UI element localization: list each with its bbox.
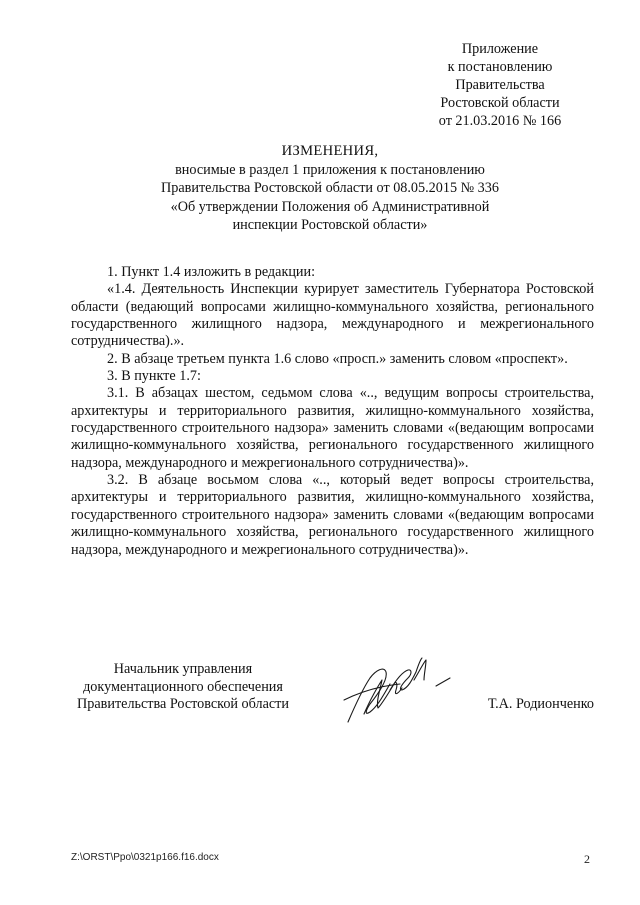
handwritten-signature xyxy=(340,650,460,730)
file-path: Z:\ORST\Ppo\0321p166.f16.docx xyxy=(71,852,219,863)
body-paragraph: 2. В абзаце третьем пункта 1.6 слово «просп.» заменить словом «проспект». xyxy=(107,350,568,367)
signatory-position xyxy=(71,661,295,714)
appendix-line: Приложение xyxy=(461,41,539,57)
document-body xyxy=(71,264,594,559)
signatory-name: Т.А. Родионченко xyxy=(487,696,594,712)
body-paragraph: «1.4. Деятельность Инспекции курирует заместитель Губернатора Ростовской области (ведающий вопросами жилищно-коммунального хозяйства, регионального государственного жилищного надзора, международного и межрегионального сотрудничества).». xyxy=(71,281,594,350)
body-paragraph: 1. Пункт 1.4 изложить в редакции: xyxy=(107,264,316,280)
title-line: Правительства Ростовской области от 08.05.2015 № 336 xyxy=(161,180,499,196)
body-paragraph: 3. В пункте 1.7: xyxy=(107,368,201,385)
appendix-line: к постановлению xyxy=(447,59,553,75)
page-number: 2 xyxy=(584,852,590,866)
document-title xyxy=(100,142,560,235)
appendix-line: Ростовской области xyxy=(440,95,560,111)
title-line: вносимые в раздел 1 приложения к постановлению xyxy=(175,161,485,178)
appendix-line: от 21.03.2016 № 166 xyxy=(438,113,562,129)
position-line: Начальник управления xyxy=(113,661,253,677)
appendix-header xyxy=(425,40,575,130)
appendix-line: Правительства xyxy=(455,77,545,93)
title-heading: ИЗМЕНЕНИЯ, xyxy=(281,143,379,159)
body-paragraph: 3.1. В абзацах шестом, седьмом слова «.., ведущим вопросы строительства, архитектуры и территориального развития, жилищно-коммунального хозяйства, государственного строительного надзора» заменить словами «(ведающим вопросами жилищно-коммунального хозяйства, регионального государственного жилищного надзора, международного и межрегионального сотрудничества)». xyxy=(71,385,594,471)
title-line: инспекции Ростовской области» xyxy=(232,217,428,233)
title-line: «Об утверждении Положения об Административной xyxy=(170,198,490,215)
position-line: Правительства Ростовской области xyxy=(77,696,289,712)
position-line: документационного обеспечения xyxy=(83,678,283,695)
body-paragraph: 3.2. В абзаце восьмом слова «.., который ведет вопросы строительства, архитектуры и территориального развития, жилищно-коммунального хозяйства, государственного строительного надзора» заменить словами «(ведающим вопросами жилищно-коммунального хозяйства, регионального государственного жилищного надзора, международного и межрегионального сотрудничества)». xyxy=(71,472,594,558)
